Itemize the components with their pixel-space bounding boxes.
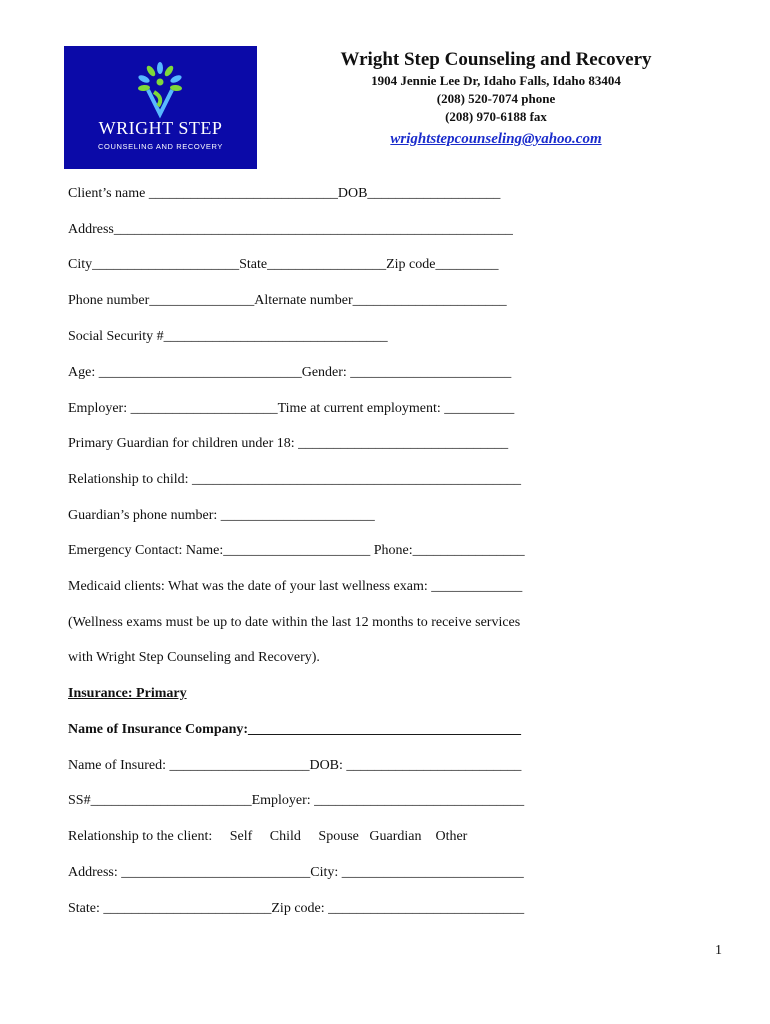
organization-fax: (208) 970-6188 fax (445, 109, 547, 124)
primary-guardian-field[interactable]: Primary Guardian for children under 18: ______________________________ (68, 436, 509, 451)
relationship-to-child-field[interactable]: Relationship to child: _______________________________________________ (68, 472, 522, 487)
insurance-company-field[interactable]: Name of Insurance Company:_______________________________________ (68, 722, 522, 737)
relationship-to-client-options[interactable]: Relationship to the client: Self Child Spouse Guardian Other (68, 829, 468, 844)
page-number: 1 (715, 943, 722, 958)
organization-name: Wright Step Counseling and Recovery (340, 49, 652, 70)
wellness-note-line-2: with Wright Step Counseling and Recovery). (68, 650, 320, 665)
wellness-note-line-1: (Wellness exams must be up to date within the last 12 months to receive services (68, 615, 521, 630)
age-gender-field[interactable]: Age: _____________________________Gender: _______________________ (68, 365, 512, 380)
social-security-field[interactable]: Social Security #________________________________ (68, 329, 388, 344)
wellness-exam-date-field[interactable]: Medicaid clients: What was the date of your last wellness exam: _____________ (68, 579, 523, 594)
address-field[interactable]: Address_________________________________________________________ (68, 222, 513, 237)
insurance-primary-heading: Insurance: Primary (68, 686, 187, 701)
guardian-phone-field[interactable]: Guardian’s phone number: ______________________ (68, 508, 375, 523)
phone-numbers-field[interactable]: Phone number_______________Alternate number______________________ (68, 293, 507, 308)
logo (64, 46, 257, 169)
organization-address: 1904 Jennie Lee Dr, Idaho Falls, Idaho 83404 (371, 73, 621, 88)
logo-title: WRIGHT STEP (98, 118, 223, 138)
organization-email-link[interactable]: wrightstepcounseling@yahoo.com (390, 131, 602, 147)
logo-subtitle: COUNSELING AND RECOVERY (98, 142, 223, 151)
insured-name-dob-field[interactable]: Name of Insured: ____________________DOB: _________________________ (68, 758, 522, 773)
employer-field[interactable]: Employer: _____________________Time at current employment: __________ (68, 401, 515, 416)
insured-state-zip-field[interactable]: State: ________________________Zip code: ____________________________ (68, 901, 525, 916)
ss-employer-field[interactable]: SS#_______________________Employer: ______________________________ (68, 793, 525, 808)
insured-address-city-field[interactable]: Address: ___________________________City: __________________________ (68, 865, 524, 880)
organization-phone: (208) 520-7074 phone (436, 91, 556, 106)
letterhead (296, 48, 696, 150)
emergency-contact-field[interactable]: Emergency Contact: Name:_____________________ Phone:________________ (68, 543, 525, 558)
city-state-zip-field[interactable]: City_____________________State_________________Zip code_________ (68, 257, 499, 272)
clients-name-dob-field[interactable]: Client’s name ___________________________DOB___________________ (68, 186, 501, 201)
